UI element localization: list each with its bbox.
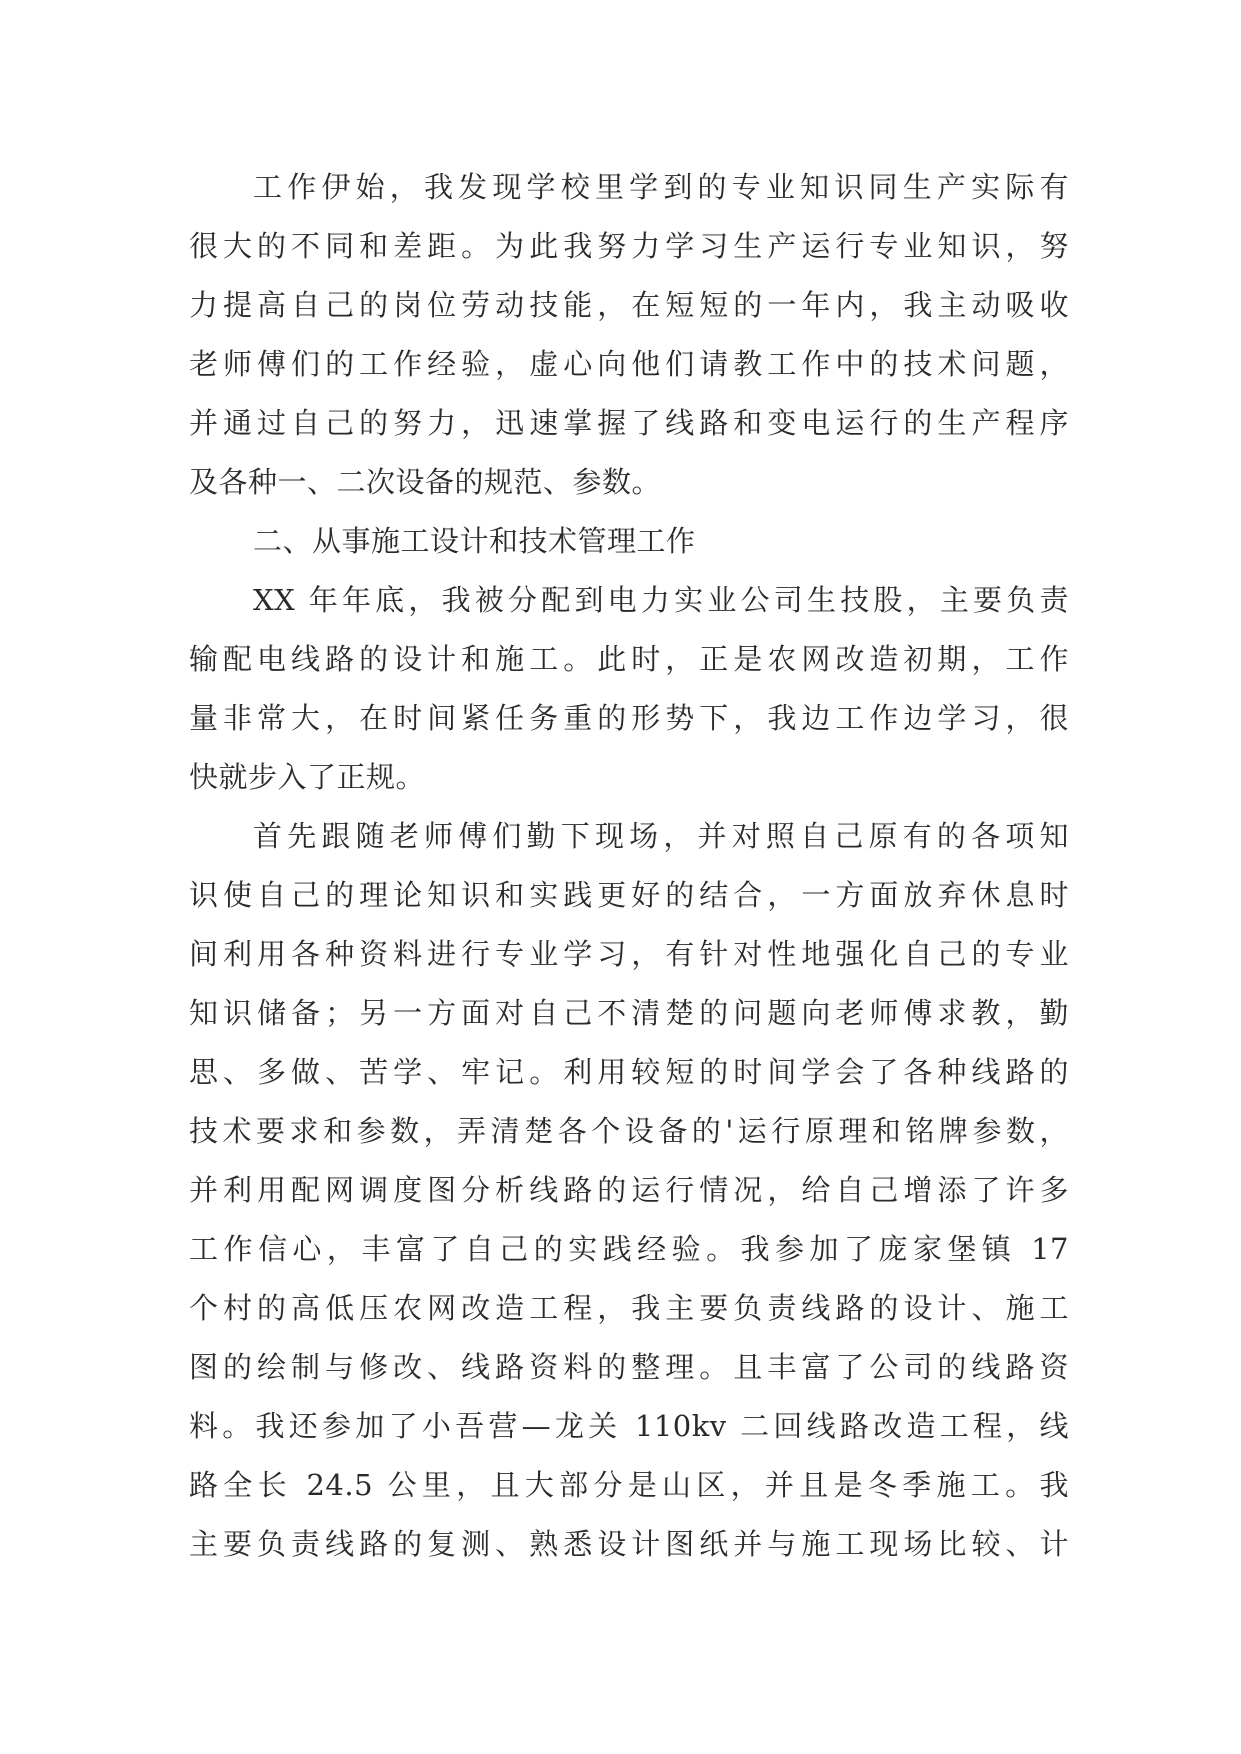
paragraph-line: 力提高自己的岗位劳动技能，在短短的一年内，我主动吸收	[189, 288, 1069, 322]
paragraph-line: 个村的高低压农网改造工程，我主要负责线路的设计、施工	[189, 1291, 1069, 1325]
section-heading: 二、从事施工设计和技术管理工作	[253, 524, 696, 558]
document-body	[189, 158, 1069, 1574]
paragraph-line: 工作伊始，我发现学校里学到的专业知识同生产实际有	[253, 170, 1069, 204]
paragraph-line: 技术要求和参数，弄清楚各个设备的'运行原理和铭牌参数，	[189, 1114, 1069, 1148]
paragraph-line: 思、多做、苦学、牢记。利用较短的时间学会了各种线路的	[189, 1055, 1069, 1089]
paragraph-line: 知识储备；另一方面对自己不清楚的问题向老师傅求教，勤	[189, 996, 1069, 1030]
paragraph-line: 输配电线路的设计和施工。此时，正是农网改造初期，工作	[189, 642, 1069, 676]
paragraph-line: 路全长 24.5 公里，且大部分是山区，并且是冬季施工。我	[189, 1468, 1069, 1502]
paragraph-line: 主要负责线路的复测、熟悉设计图纸并与施工现场比较、计	[189, 1527, 1069, 1561]
paragraph-line: 很大的不同和差距。为此我努力学习生产运行专业知识，努	[189, 229, 1069, 263]
paragraph-line: 料。我还参加了小吾营—龙关 110kv 二回线路改造工程，线	[189, 1409, 1069, 1443]
paragraph-line: 老师傅们的工作经验，虚心向他们请教工作中的技术问题，	[189, 347, 1069, 381]
paragraph-line: 并利用配网调度图分析线路的运行情况，给自己增添了许多	[189, 1173, 1069, 1207]
paragraph-line: 间利用各种资料进行专业学习，有针对性地强化自己的专业	[189, 937, 1069, 971]
paragraph-line: 并通过自己的努力，迅速掌握了线路和变电运行的生产程序	[189, 406, 1069, 440]
paragraph-line: 快就步入了正规。	[189, 760, 426, 794]
paragraph-line: 识使自己的理论知识和实践更好的结合，一方面放弃休息时	[189, 878, 1069, 912]
paragraph-line: 及各种一、二次设备的规范、参数。	[189, 465, 662, 499]
paragraph-line: 图的绘制与修改、线路资料的整理。且丰富了公司的线路资	[189, 1350, 1069, 1384]
paragraph-line: 量非常大，在时间紧任务重的形势下，我边工作边学习，很	[189, 701, 1069, 735]
paragraph-line: 首先跟随老师傅们勤下现场，并对照自己原有的各项知	[253, 819, 1069, 853]
paragraph-line: 工作信心，丰富了自己的实践经验。我参加了庞家堡镇 17	[189, 1232, 1069, 1266]
paragraph-line: XX 年年底，我被分配到电力实业公司生技股，主要负责	[253, 583, 1069, 617]
